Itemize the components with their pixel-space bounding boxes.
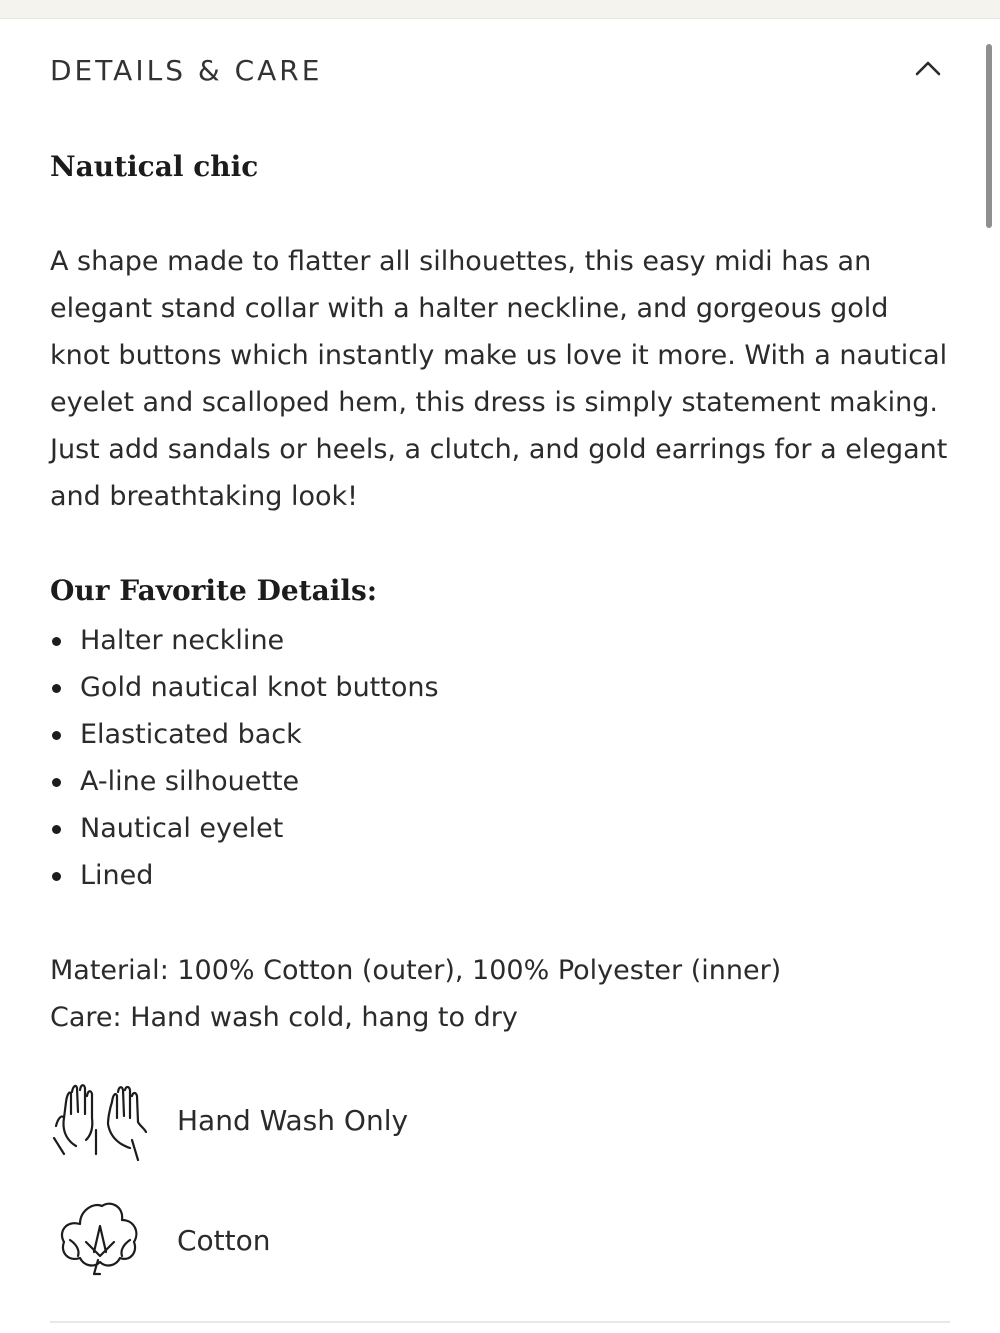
bullet-icon [52, 637, 61, 646]
top-bar [0, 0, 1000, 19]
bullet-icon [52, 684, 61, 693]
care-item-cotton [50, 1196, 650, 1286]
product-subtitle: Nautical chic [50, 150, 259, 183]
bullet-icon [52, 778, 61, 787]
list-item-text: A-line silhouette [80, 766, 300, 797]
favorite-details-list [50, 617, 439, 899]
care-line: Care: Hand wash cold, hang to dry [50, 1002, 518, 1033]
list-item-text: Elasticated back [80, 719, 302, 750]
list-item [50, 852, 439, 899]
cotton-icon [50, 1196, 150, 1286]
product-description: A shape made to flatter all silhouettes, this easy midi has an elegant stand collar with a halter neckline, and gorgeous gold knot buttons which instantly make us love it more. With a nautical eyelet and scalloped hem, this dress is simply statement making. Just add sandals or heels, a clutch, and gold earrings for a elegant and breathtaking look! [50, 246, 948, 512]
list-item [50, 617, 439, 664]
scrollbar[interactable] [986, 44, 992, 228]
list-item [50, 664, 439, 711]
material-line: Material: 100% Cotton (outer), 100% Polyester (inner) [50, 955, 782, 986]
care-item-hand-wash [50, 1078, 650, 1168]
bullet-icon [52, 825, 61, 834]
list-item-text: Nautical eyelet [80, 813, 284, 844]
list-item-text: Gold nautical knot buttons [80, 672, 439, 703]
list-item [50, 711, 439, 758]
list-item [50, 805, 439, 852]
details-care-accordion-header[interactable] [50, 48, 950, 96]
chevron-up-icon[interactable] [914, 58, 942, 78]
bullet-icon [52, 872, 61, 881]
favorite-details-heading: Our Favorite Details: [50, 574, 378, 607]
care-label-hand-wash: Hand Wash Only [177, 1104, 409, 1137]
bullet-icon [52, 731, 61, 740]
list-item [50, 758, 439, 805]
care-label-cotton: Cotton [177, 1224, 271, 1257]
section-title: DETAILS & CARE [50, 54, 323, 87]
divider [50, 1321, 950, 1323]
list-item-text: Halter neckline [80, 625, 285, 656]
hand-wash-icon [50, 1078, 150, 1168]
list-item-text: Lined [80, 860, 154, 891]
